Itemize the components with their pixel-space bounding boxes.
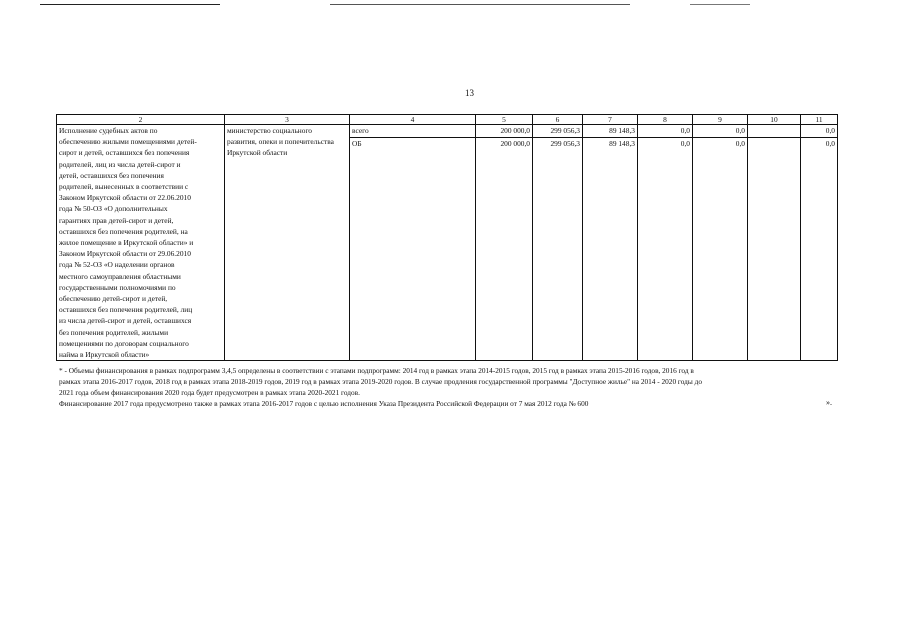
table-header-row [57,115,838,125]
funding-source-cell: всего [350,125,476,138]
description-line: родителей, вынесенных в соответствии с [59,182,189,192]
description-line: без попечения родителей, жилыми [59,327,169,337]
column-header: 3 [225,115,350,125]
amount-cell: 0,0 [638,137,693,361]
scan-edge-line [330,4,630,5]
amount-cell: 89 148,3 [583,137,638,361]
amount-cell: 0,0 [638,125,693,138]
executor-line: развития, опеки и попечительства [227,137,334,147]
table-row [57,125,838,138]
description-line: родителей, лиц из числа детей-сирот и [59,159,181,169]
closing-quote: ». [826,398,832,407]
amount-cell: 89 148,3 [583,125,638,138]
amount-cell: 0,0 [693,137,748,361]
description-line: обеспечению детей-сирот и детей, [59,294,168,304]
description-line: из числа детей-сирот и детей, оставшихся [59,316,192,326]
column-header: 11 [801,115,838,125]
description-line: сирот и детей, оставшихся без попечения [59,148,190,158]
amount-cell: 200 000,0 [476,125,533,138]
amount-cell [748,137,801,361]
description-line: гарантиях прав детей-сирот и детей, [59,215,174,225]
column-header: 8 [638,115,693,125]
footnote: * - Объемы финансирования в рамках подпрограмм 3,4,5 определены в соответствии с этапами подпрограмм: 2014 год в рамках этапа 2014-2015 годов, 2015 год в рамках этапа 2015-2016 годов, 2016 год в рамках этапа 2016-2017 годов, 2018 год в рамках этапа 2018-2019 годов, 2019 год в рамках этапа 2019-2020 годов. В случае продления государственной программы "Доступное жилье" на 2014 - 2020 годы до 2021 года объем финансирования 2020 года будет предусмотрен в рамках этапа 2020-2021 годов. [59,366,702,397]
description-line: обеспечению жилыми помещениями детей- [59,137,197,147]
amount-cell: 299 056,3 [533,125,583,138]
description-line: помещениями по договорам социального [59,338,189,348]
amount-cell: 200 000,0 [476,137,533,361]
column-header: 7 [583,115,638,125]
amount-cell [748,125,801,138]
description-line: оставшихся без попечения родителей, на [59,226,188,236]
funding-source-cell: ОБ [350,137,476,361]
executor-line: Иркутской области [227,148,288,158]
column-header: 5 [476,115,533,125]
executor-cell [225,125,350,361]
scan-edge-line [690,4,750,5]
amount-cell: 0,0 [801,125,838,138]
amount-cell: 299 056,3 [533,137,583,361]
column-header: 10 [748,115,801,125]
amount-cell: 0,0 [693,125,748,138]
description-line: детей, оставшихся без попечения [59,170,164,180]
financing-table [56,114,838,361]
description-line: государственными полномочиями по [59,282,176,292]
description-line: оставшихся без попечения родителей, лиц [59,305,193,315]
description-line: года № 50-ОЗ «О дополнительных [59,204,168,214]
description-line: жилое помещение в Иркутской области» и [59,238,194,248]
scan-edge-line [40,4,220,5]
measure-description-cell [57,125,225,361]
description-line: Исполнение судебных актов по [59,126,158,135]
executor-line: министерство социального [227,126,313,135]
description-line: года № 52-ОЗ «О наделении органов [59,260,175,270]
column-header: 6 [533,115,583,125]
description-line: найма в Иркутской области» [59,350,150,360]
page-number: 13 [465,88,474,98]
description-line: местного самоуправления областными [59,271,181,281]
funding-note: Финансирование 2017 года предусмотрено также в рамках этапа 2016-2017 годов с целью исполнения Указа Президента Российской Федерации от 7 мая 2012 года № 600 [59,399,589,408]
column-header: 4 [350,115,476,125]
description-line: Законом Иркутской области от 22.06.2010 [59,193,191,203]
column-header: 2 [57,115,225,125]
amount-cell: 0,0 [801,137,838,361]
column-header: 9 [693,115,748,125]
description-line: Законом Иркутской области от 29.06.2010 [59,249,191,259]
